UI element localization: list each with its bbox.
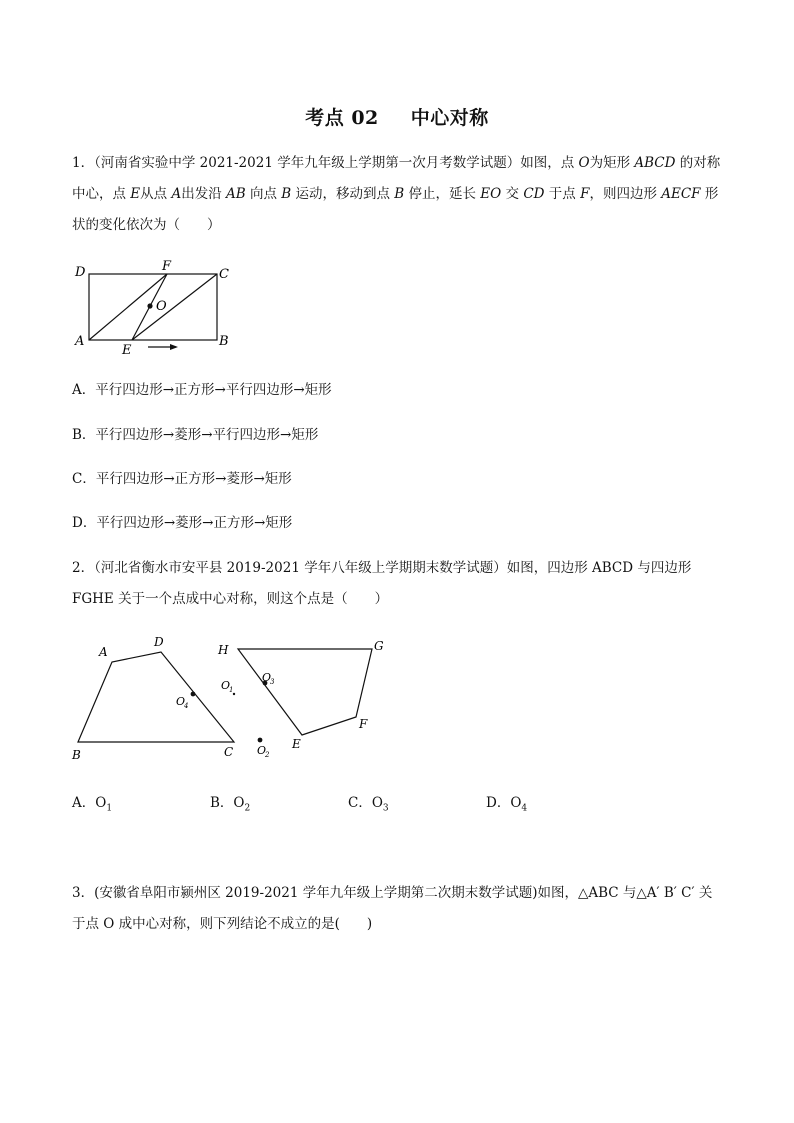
q2-option-d[interactable] [486, 793, 527, 819]
label-e: E [292, 737, 301, 751]
q2-option-b-text: B．O [210, 795, 245, 811]
segment-ec [132, 274, 217, 340]
q1-choice-d[interactable]: D．平行四边形→菱形→正方形→矩形 [72, 515, 293, 531]
q1-text-part: 于点 [544, 186, 581, 202]
question-1-text [72, 148, 724, 241]
q1-source: （河南省实验中学 2021-2021 学年九年级上学期第一次月考数学试题） [94, 155, 521, 171]
q1-math: E [130, 186, 141, 202]
quad-hgfe [238, 649, 372, 735]
q1-text-part: 如图，点 [520, 155, 579, 171]
q2-option-a-text: A．O [72, 795, 107, 811]
label-h: H [218, 643, 229, 657]
q2-option-c[interactable] [348, 793, 389, 819]
label-d: D [75, 265, 86, 280]
q1-math: A [171, 186, 182, 202]
q1-text-part: 为矩形 [589, 155, 635, 171]
label-b: B [219, 334, 229, 349]
q1-math: ABCD [634, 155, 676, 171]
q1-text-part: 向点 [245, 186, 282, 202]
subscript-2: 2 [265, 751, 270, 759]
question-2-text: 2．（河北省衡水市安平县 2019-2021 学年八年级上学期期末数学试题）如图，四边形 ABCD 与四边形 FGHE 关于一个点成中心对称，则这个点是（ ） [72, 560, 692, 607]
q1-text-part: 形状的变化依次为（ ） [72, 186, 719, 233]
label-g: G [374, 639, 384, 653]
rectangle-abcd [89, 274, 217, 340]
label-f: F [359, 717, 368, 731]
q2-option-c-sub: 3 [382, 803, 389, 814]
q2-option-b-sub: 2 [244, 803, 251, 814]
q1-text-part: 运动，移动到点 [291, 186, 395, 202]
q1-text-part: 停止，延长 [404, 186, 481, 202]
q2-option-d-sub: 4 [521, 803, 528, 814]
subscript-4: 4 [184, 702, 189, 710]
q1-text-part: 的对称中心，点 [72, 155, 721, 202]
q1-text-part: ，则四边形 [589, 186, 662, 202]
q1-math: O [578, 155, 590, 171]
question-3-text: 3．(安徽省阜阳市颍州区 2019-2021 学年九年级上学期第二次期末数学试题)如图，△ABC 与△A′ B′ C′ 关于点 O 成中心对称，则下列结论不成立的是( ) [72, 885, 713, 932]
q1-choice-b[interactable]: B．平行四边形→菱形→平行四边形→矩形 [72, 427, 319, 443]
q1-choice-c[interactable]: C．平行四边形→正方形→菱形→矩形 [72, 471, 292, 487]
label-b: B [72, 748, 81, 762]
point-o2 [258, 738, 263, 743]
q1-math: F [580, 186, 590, 202]
subscript-3: 3 [270, 678, 275, 686]
q1-text-part: 出发沿 [181, 186, 226, 202]
q1-choice-a[interactable]: A．平行四边形→正方形→平行四边形→矩形 [72, 382, 332, 398]
q2-option-c-text: C．O [348, 795, 383, 811]
label-o3: O [262, 671, 272, 684]
q1-math: B [281, 186, 292, 202]
q2-option-a[interactable] [72, 793, 112, 819]
title-topic: 中心对称 [410, 107, 489, 129]
label-e: E [122, 343, 132, 358]
label-f: F [162, 259, 172, 274]
q2-figure [66, 632, 406, 772]
point-o4 [191, 692, 196, 697]
label-a: A [99, 645, 108, 659]
q1-figure [70, 258, 250, 358]
label-c: C [224, 745, 234, 759]
label-a: A [75, 334, 85, 349]
q2-option-a-sub: 1 [106, 803, 113, 814]
arrow-right-icon [170, 344, 178, 350]
label-o4: O [176, 695, 186, 708]
q1-math: CD [523, 186, 545, 202]
q1-math: AB [226, 186, 246, 202]
q1-math: AECF [661, 186, 701, 202]
label-d: D [154, 635, 164, 649]
label-o: O [156, 299, 167, 314]
quad-abcd [78, 652, 234, 742]
q2-option-d-text: D．O [486, 795, 522, 811]
label-o1: O [221, 679, 231, 692]
q1-number: 1． [72, 155, 95, 171]
page-title [0, 103, 794, 130]
q1-math: B [394, 186, 405, 202]
subscript-1: 1 [229, 686, 234, 694]
title-prefix: 考点 02 [305, 107, 379, 129]
label-c: C [219, 267, 229, 282]
point-o [147, 303, 152, 308]
q2-option-b[interactable] [210, 793, 250, 819]
q1-text-part: 交 [501, 186, 524, 202]
q1-math: EO [480, 186, 502, 202]
q1-text-part: 从点 [140, 186, 172, 202]
label-o2: O [257, 744, 267, 757]
